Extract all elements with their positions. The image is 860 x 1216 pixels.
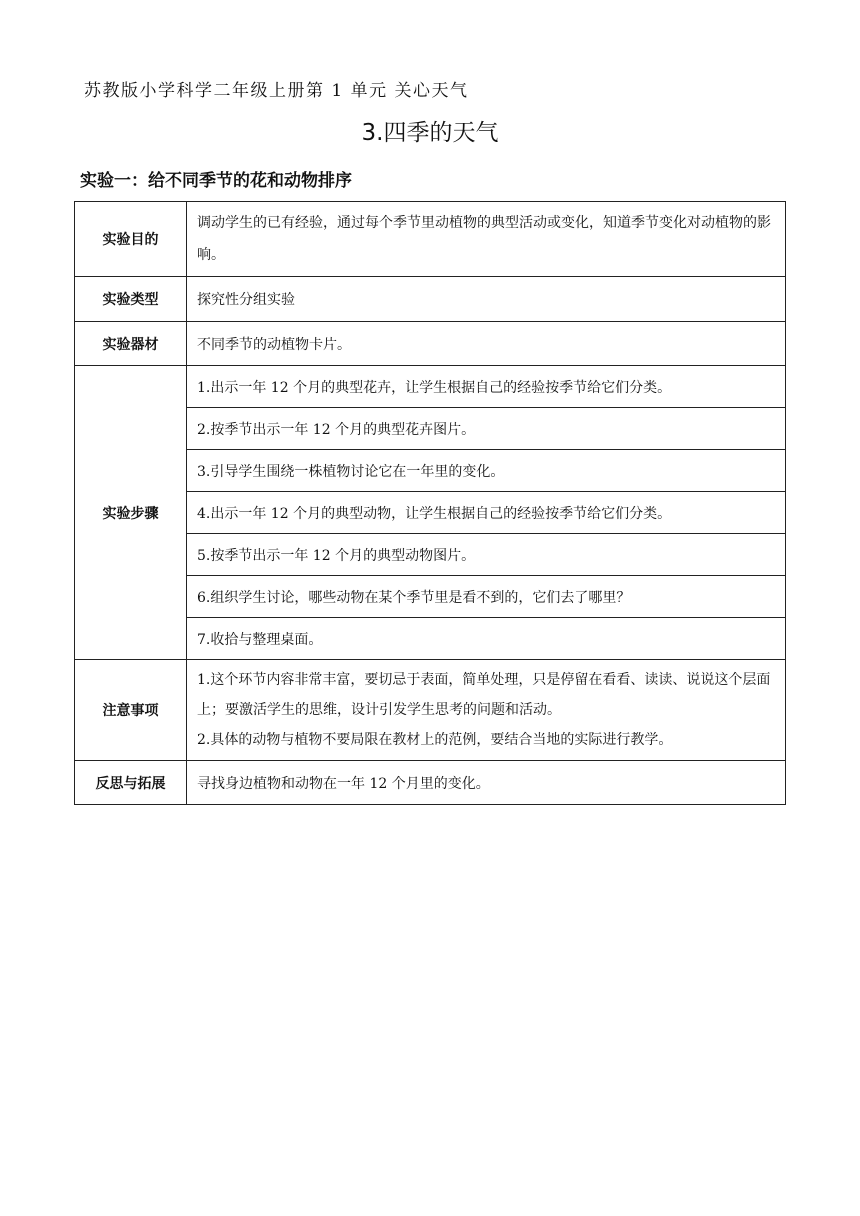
experiment-table — [74, 201, 786, 805]
step-item: 7.收拾与整理桌面。 — [197, 631, 323, 648]
materials-label: 实验器材 — [75, 322, 187, 366]
note-item: 2.具体的动物与植物不要局限在教材上的范例，要结合当地的实际进行教学。 — [197, 732, 673, 748]
step-item: 4.出示一年 12 个月的典型动物，让学生根据自己的经验按季节给它们分类。 — [187, 492, 785, 534]
document-title: 3.四季的天气 — [361, 120, 499, 146]
notes-label: 注意事项 — [75, 660, 187, 761]
type-text: 探究性分组实验 — [187, 277, 786, 322]
document-header: 苏教版小学科学二年级上册第 1 单元 关心天气 — [84, 81, 469, 101]
row-steps — [75, 366, 786, 660]
steps-cell — [187, 366, 786, 660]
step-item: 1.出示一年 12 个月的典型花卉，让学生根据自己的经验按季节给它们分类。 — [187, 366, 785, 408]
type-label: 实验类型 — [75, 277, 187, 322]
row-notes — [75, 660, 786, 761]
note-item: 1.这个环节内容非常丰富，要切忌于表面，简单处理，只是停留在看看、读读、说说这个层面上；要激活学生的思维，设计引发学生思考的问题和活动。 — [197, 672, 771, 718]
purpose-text: 调动学生的已有经验，通过每个季节里动植物的典型活动或变化，知道季节变化对动植物的影响。 — [187, 202, 786, 277]
purpose-label: 实验目的 — [75, 202, 187, 277]
materials-text: 不同季节的动植物卡片。 — [187, 322, 786, 366]
notes-text — [187, 660, 786, 761]
step-item: 2.按季节出示一年 12 个月的典型花卉图片。 — [187, 408, 785, 450]
row-purpose — [75, 202, 786, 277]
row-reflection — [75, 761, 786, 805]
row-type — [75, 277, 786, 322]
reflection-label: 反思与拓展 — [75, 761, 187, 805]
row-materials — [75, 322, 786, 366]
steps-label: 实验步骤 — [75, 366, 187, 660]
step-item: 5.按季节出示一年 12 个月的典型动物图片。 — [187, 534, 785, 576]
experiment-subtitle: 实验一：给不同季节的花和动物排序 — [80, 171, 352, 191]
step-item: 6.组织学生讨论，哪些动物在某个季节里是看不到的，它们去了哪里？ — [187, 576, 785, 618]
reflection-text: 寻找身边植物和动物在一年 12 个月里的变化。 — [187, 761, 786, 805]
step-item: 3.引导学生围绕一株植物讨论它在一年里的变化。 — [187, 450, 785, 492]
steps-list — [187, 366, 785, 659]
